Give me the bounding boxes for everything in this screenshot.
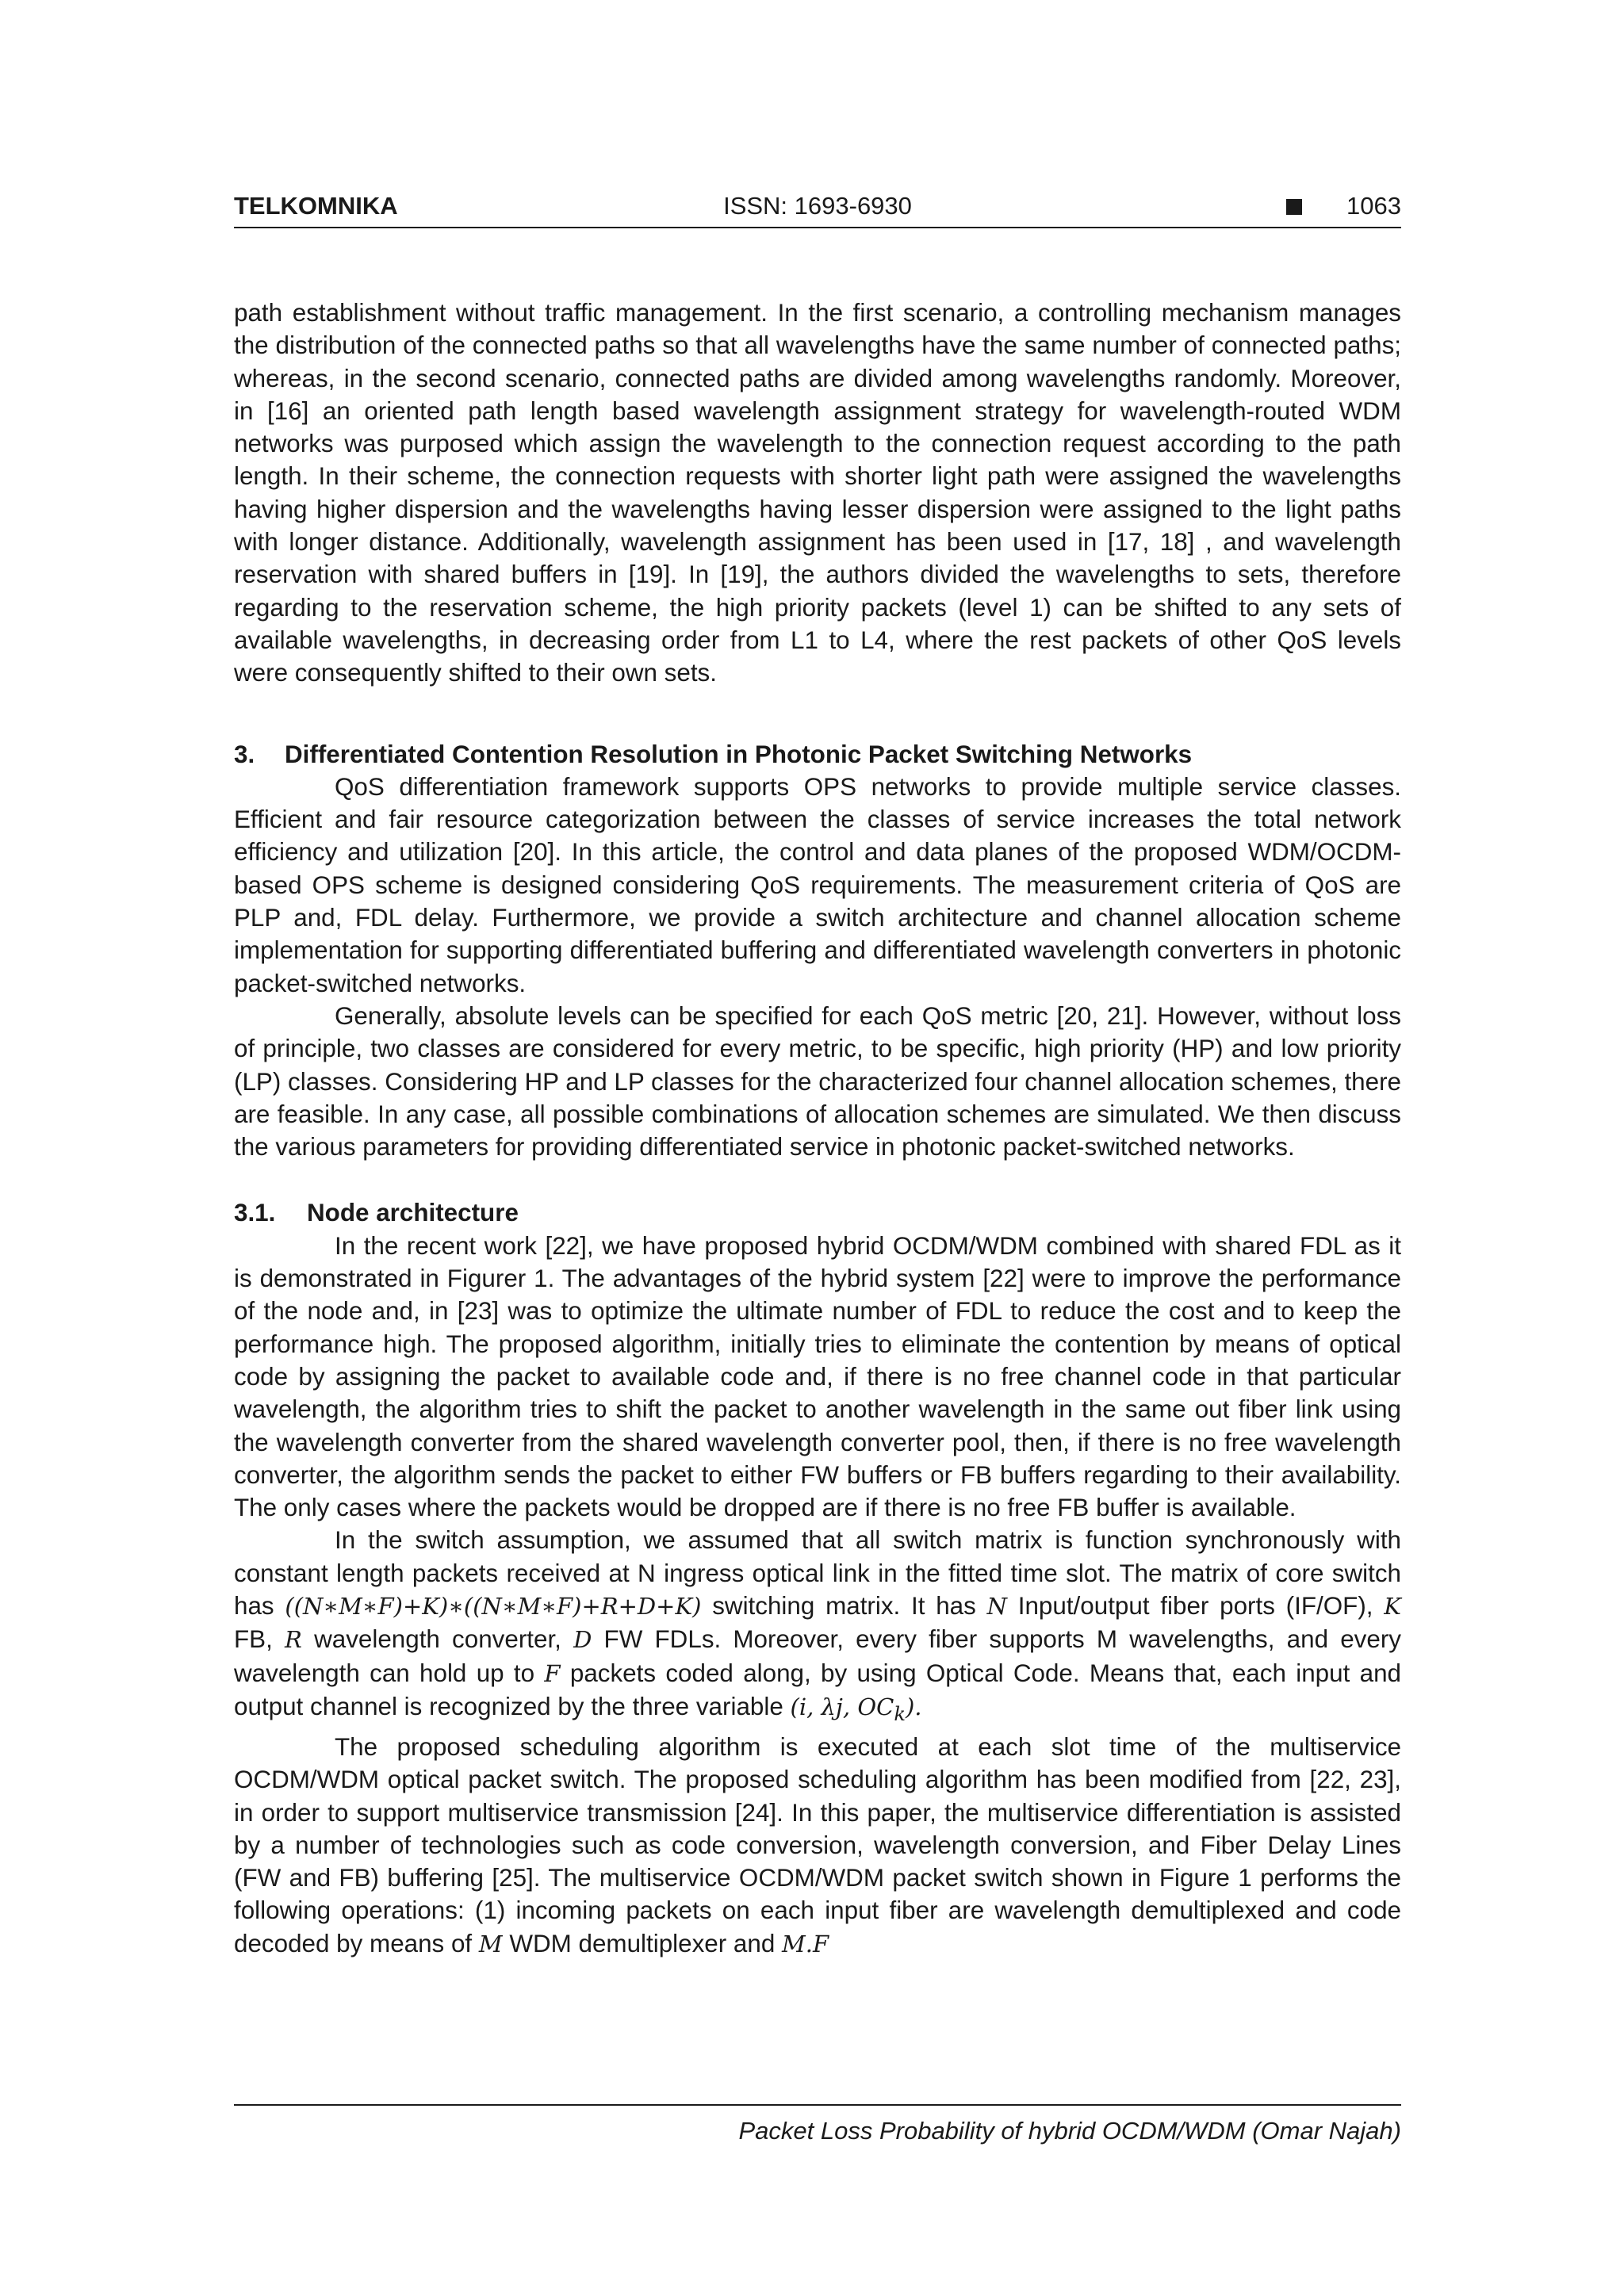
text-run: FW FDLs. Moreover, every fiber supports M wavelengths, and every wavelength can hold up to bbox=[234, 1625, 1401, 1687]
article-body bbox=[234, 297, 1401, 1961]
text-run: WDM demultiplexer and bbox=[509, 1929, 776, 1957]
page-header bbox=[234, 190, 1401, 222]
section-number: 3. bbox=[234, 740, 255, 768]
math-var-mf: M.F bbox=[782, 1930, 829, 1957]
paragraph-scheduling bbox=[234, 1731, 1401, 1961]
paragraph-continuation: path establishment without traffic management. In the first scenario, a controlling mechanism manages the distribution of the connected paths so that all wavelengths have the same number of connected paths; whereas, in the second scenario, connected paths are divided among wavelengths randomly. Moreover, in [16] an oriented path length based wavelength assignment strategy for wavelength-routed WDM networks was purposed which assign the wavelength to the connection request according to the path length. In their scheme, the connection requests with shorter light path were assigned the wavelengths having higher dispersion and the wavelengths having lesser dispersion were assigned to the light paths with longer distance. Additionally, wavelength assignment has been used in [17, 18] , and wavelength reservation with shared buffers in [19]. In [19], the authors divided the wavelengths to sets, therefore regarding to the reservation scheme, the high priority packets (level 1) can be shifted to any sets of available wavelengths, in decreasing order from L1 to L4, where the rest packets of other QoS levels were consequently shifted to their own sets. bbox=[234, 299, 1401, 687]
section-title: Differentiated Contention Resolution in Photonic Packet Switching Networks bbox=[285, 740, 1193, 768]
issn-label: ISSN: 1693-6930 bbox=[723, 192, 912, 220]
math-var-r: R bbox=[285, 1626, 302, 1654]
math-var-d: D bbox=[573, 1626, 592, 1654]
footer-divider bbox=[234, 2104, 1401, 2106]
page bbox=[234, 0, 1401, 2296]
text-run: FB, bbox=[234, 1625, 273, 1654]
subsection-title: Node architecture bbox=[307, 1199, 519, 1227]
text-run: The proposed scheduling algorithm is executed at each slot time of the multiservice OCDM/WDM optical packet switch. The proposed scheduling algorithm has been modified from [22, 23], in order to support multiservice transmission [24]. In this paper, the multiservice differentiation is assisted by a number of technologies such as code conversion, wavelength conversion, and Fiber Delay Lines (FW and FB) buffering [25]. The multiservice OCDM/WDM packet switch shown in Figure 1 performs the following operations: (1) incoming packets on each input fiber are wavelength demultiplexed and code decoded by means of bbox=[234, 1732, 1401, 1957]
math-subscript: k bbox=[894, 1702, 906, 1725]
page-number: 1063 bbox=[1346, 192, 1401, 220]
paragraph: Generally, absolute levels can be specified for each QoS metric [20, 21]. However, without loss of principle, two classes are considered for every metric, to be specific, high priority (HP) and low priority (LP) classes. Considering HP and LP classes for the characterized four channel allocation schemes, there are feasible. In any case, all possible combinations of allocation schemes are simulated. We then discuss the various parameters for providing differentiated service in photonic packet-switched networks. bbox=[234, 1001, 1401, 1161]
text-run: In the switch assumption, we assumed that all switch matrix is function synchronously with constant length packets received at N ingress optical link in the fitted time slot. The matrix of core switch has bbox=[234, 1526, 1401, 1620]
text-run: switching matrix. It has bbox=[712, 1591, 976, 1620]
square-bullet-icon bbox=[1286, 199, 1302, 215]
section-heading-3 bbox=[234, 738, 1401, 771]
text-run: Input/output fiber ports (IF/OF), bbox=[1017, 1591, 1373, 1620]
paragraph: QoS differentiation framework supports OPS networks to provide multiple service classes. Efficient and fair resource categorization between the classes of service increases the total network efficiency and utilization [20]. In this article, the control and data planes of the proposed WDM/OCDM-based OPS scheme is designed considering QoS requirements. The measurement criteria of QoS are PLP and, FDL delay. Furthermore, we provide a switch architecture and channel allocation scheme implementation for supporting differentiated buffering and differentiated wavelength converters in photonic packet-switched networks. bbox=[234, 772, 1401, 997]
math-tuple-part: (i, λj, OC bbox=[790, 1693, 894, 1720]
math-switching-matrix: ((N∗M∗F)+K)∗((N∗M∗F)+R+D+K) bbox=[285, 1592, 702, 1620]
text-run: packets coded along, by using Optical Code. Means that, each input and output channel is recognized by the three variable bbox=[234, 1659, 1401, 1720]
math-var-f: F bbox=[544, 1659, 561, 1687]
journal-name: TELKOMNIKA bbox=[234, 192, 398, 220]
header-divider bbox=[234, 227, 1401, 228]
math-var-k: K bbox=[1384, 1592, 1401, 1620]
math-tuple-end: ). bbox=[905, 1693, 922, 1720]
subsection-heading-3-1 bbox=[234, 1196, 1401, 1229]
math-var-n: N bbox=[986, 1592, 1007, 1620]
math-var-m: M bbox=[478, 1930, 503, 1957]
paragraph-switch-assumption bbox=[234, 1524, 1401, 1731]
page-number-block bbox=[1286, 190, 1401, 222]
running-footer: Packet Loss Probability of hybrid OCDM/WDM (Omar Najah) bbox=[738, 2117, 1401, 2145]
subsection-number: 3.1. bbox=[234, 1199, 276, 1227]
text-run: wavelength converter, bbox=[314, 1625, 561, 1654]
paragraph: In the recent work [22], we have proposed hybrid OCDM/WDM combined with shared FDL as it is demonstrated in Figurer 1. The advantages of the hybrid system [22] were to improve the performance of the node and, in [23] was to optimize the ultimate number of FDL to reduce the cost and to keep the performance high. The proposed algorithm, initially tries to eliminate the contention by means of optical code by assigning the packet to available code and, if there is no free channel code in that particular wavelength, the algorithm tries to shift the packet to another wavelength in the same out fiber link using the wavelength converter from the shared wavelength converter pool, then, if there is no free wavelength converter, the algorithm sends the packet to either FW buffers or FB buffers regarding to their availability. The only cases where the packets would be dropped are if there is no free FB buffer is available. bbox=[234, 1231, 1401, 1522]
math-channel-tuple bbox=[790, 1693, 922, 1725]
